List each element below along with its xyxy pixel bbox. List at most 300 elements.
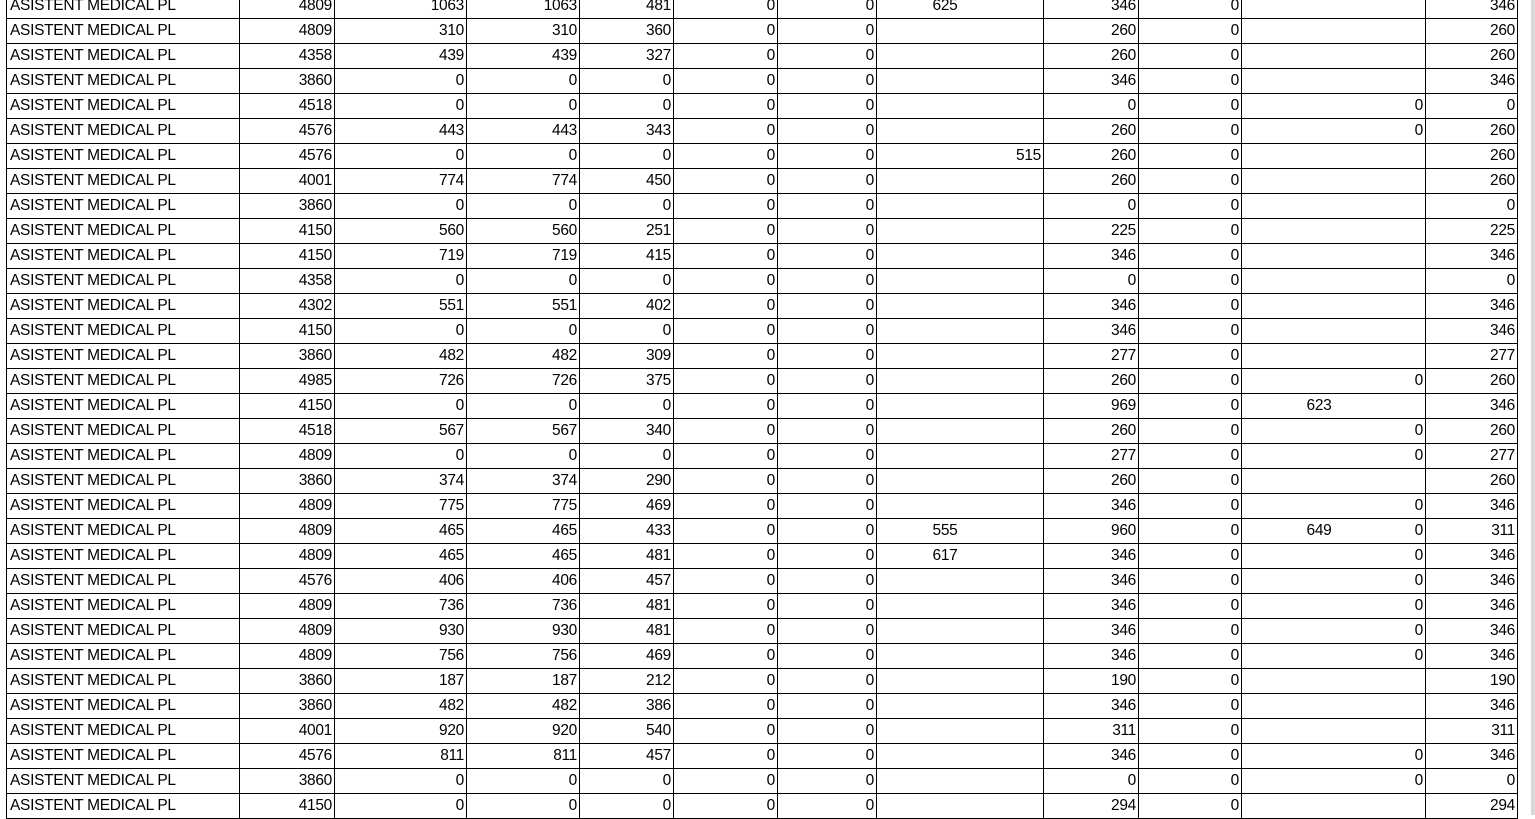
cell-val-h[interactable]: 0 bbox=[1044, 194, 1139, 219]
cell-val-c[interactable]: 415 bbox=[580, 244, 674, 269]
cell-val-e[interactable]: 0 bbox=[778, 594, 877, 619]
cell-val-i[interactable]: 0 bbox=[1139, 794, 1242, 819]
cell-val-c[interactable]: 386 bbox=[580, 694, 674, 719]
cell-val-d[interactable]: 0 bbox=[674, 169, 778, 194]
cell-val-d[interactable]: 0 bbox=[674, 619, 778, 644]
cell-val-i[interactable]: 0 bbox=[1139, 69, 1242, 94]
cell-val-k[interactable] bbox=[1334, 219, 1426, 244]
cell-val-d[interactable]: 0 bbox=[674, 644, 778, 669]
cell-val-a[interactable]: 0 bbox=[335, 269, 467, 294]
cell-val-e[interactable]: 0 bbox=[778, 444, 877, 469]
cell-code[interactable]: 3860 bbox=[240, 69, 335, 94]
cell-val-j[interactable] bbox=[1242, 619, 1334, 644]
cell-val-j[interactable] bbox=[1242, 419, 1334, 444]
cell-val-f[interactable] bbox=[877, 694, 960, 719]
cell-val-g[interactable] bbox=[960, 119, 1044, 144]
cell-val-c[interactable]: 0 bbox=[580, 94, 674, 119]
cell-total[interactable]: 277 bbox=[1426, 344, 1518, 369]
cell-total[interactable]: 277 bbox=[1426, 444, 1518, 469]
cell-val-j[interactable] bbox=[1242, 369, 1334, 394]
cell-val-a[interactable]: 310 bbox=[335, 19, 467, 44]
cell-val-j[interactable] bbox=[1242, 294, 1334, 319]
cell-val-c[interactable]: 0 bbox=[580, 319, 674, 344]
cell-val-e[interactable]: 0 bbox=[778, 294, 877, 319]
cell-code[interactable]: 4518 bbox=[240, 419, 335, 444]
cell-val-h[interactable]: 346 bbox=[1044, 644, 1139, 669]
cell-val-i[interactable]: 0 bbox=[1139, 144, 1242, 169]
cell-val-k[interactable] bbox=[1334, 44, 1426, 69]
cell-val-b[interactable]: 0 bbox=[467, 69, 580, 94]
cell-val-h[interactable]: 969 bbox=[1044, 394, 1139, 419]
cell-val-i[interactable]: 0 bbox=[1139, 394, 1242, 419]
cell-val-b[interactable]: 0 bbox=[467, 144, 580, 169]
cell-val-e[interactable]: 0 bbox=[778, 794, 877, 819]
cell-code[interactable]: 4358 bbox=[240, 269, 335, 294]
cell-val-j[interactable] bbox=[1242, 44, 1334, 69]
cell-val-e[interactable]: 0 bbox=[778, 744, 877, 769]
cell-val-j[interactable] bbox=[1242, 644, 1334, 669]
cell-val-f[interactable] bbox=[877, 94, 960, 119]
cell-val-f[interactable]: 617 bbox=[877, 544, 960, 569]
cell-val-h[interactable]: 960 bbox=[1044, 519, 1139, 544]
cell-val-h[interactable]: 0 bbox=[1044, 94, 1139, 119]
cell-val-h[interactable]: 346 bbox=[1044, 244, 1139, 269]
cell-val-g[interactable] bbox=[960, 444, 1044, 469]
cell-name[interactable]: ASISTENT MEDICAL PL bbox=[7, 494, 240, 519]
cell-val-b[interactable]: 1063 bbox=[467, 0, 580, 19]
cell-val-h[interactable]: 260 bbox=[1044, 44, 1139, 69]
cell-val-j[interactable] bbox=[1242, 494, 1334, 519]
cell-val-h[interactable]: 346 bbox=[1044, 744, 1139, 769]
cell-code[interactable]: 4001 bbox=[240, 169, 335, 194]
cell-val-e[interactable]: 0 bbox=[778, 0, 877, 19]
cell-val-b[interactable]: 482 bbox=[467, 694, 580, 719]
cell-val-c[interactable]: 309 bbox=[580, 344, 674, 369]
cell-val-k[interactable] bbox=[1334, 19, 1426, 44]
cell-val-f[interactable] bbox=[877, 344, 960, 369]
cell-val-b[interactable]: 930 bbox=[467, 619, 580, 644]
cell-val-j[interactable] bbox=[1242, 144, 1334, 169]
cell-val-a[interactable]: 736 bbox=[335, 594, 467, 619]
cell-val-g[interactable] bbox=[960, 719, 1044, 744]
cell-name[interactable]: ASISTENT MEDICAL PL bbox=[7, 94, 240, 119]
cell-val-b[interactable]: 756 bbox=[467, 644, 580, 669]
cell-val-j[interactable]: 623 bbox=[1242, 394, 1334, 419]
cell-val-i[interactable]: 0 bbox=[1139, 94, 1242, 119]
cell-val-f[interactable] bbox=[877, 219, 960, 244]
cell-val-g[interactable] bbox=[960, 0, 1044, 19]
cell-val-j[interactable] bbox=[1242, 169, 1334, 194]
cell-total[interactable]: 346 bbox=[1426, 69, 1518, 94]
cell-val-c[interactable]: 343 bbox=[580, 119, 674, 144]
cell-val-k[interactable]: 0 bbox=[1334, 744, 1426, 769]
cell-val-g[interactable] bbox=[960, 494, 1044, 519]
cell-val-j[interactable] bbox=[1242, 0, 1334, 19]
cell-val-g[interactable] bbox=[960, 219, 1044, 244]
cell-name[interactable]: ASISTENT MEDICAL PL bbox=[7, 119, 240, 144]
cell-val-c[interactable]: 457 bbox=[580, 744, 674, 769]
cell-name[interactable]: ASISTENT MEDICAL PL bbox=[7, 344, 240, 369]
cell-code[interactable]: 3860 bbox=[240, 669, 335, 694]
cell-val-a[interactable]: 0 bbox=[335, 144, 467, 169]
cell-val-e[interactable]: 0 bbox=[778, 144, 877, 169]
cell-total[interactable]: 346 bbox=[1426, 319, 1518, 344]
cell-val-c[interactable]: 290 bbox=[580, 469, 674, 494]
cell-code[interactable]: 4985 bbox=[240, 369, 335, 394]
cell-val-h[interactable]: 277 bbox=[1044, 444, 1139, 469]
cell-val-c[interactable]: 481 bbox=[580, 619, 674, 644]
cell-val-b[interactable]: 406 bbox=[467, 569, 580, 594]
cell-code[interactable]: 4576 bbox=[240, 569, 335, 594]
cell-val-d[interactable]: 0 bbox=[674, 44, 778, 69]
cell-total[interactable]: 190 bbox=[1426, 669, 1518, 694]
cell-val-g[interactable]: 515 bbox=[960, 144, 1044, 169]
cell-total[interactable]: 294 bbox=[1426, 794, 1518, 819]
cell-val-b[interactable]: 0 bbox=[467, 794, 580, 819]
cell-total[interactable]: 311 bbox=[1426, 519, 1518, 544]
cell-val-d[interactable]: 0 bbox=[674, 219, 778, 244]
cell-name[interactable]: ASISTENT MEDICAL PL bbox=[7, 769, 240, 794]
cell-val-e[interactable]: 0 bbox=[778, 619, 877, 644]
cell-val-h[interactable]: 346 bbox=[1044, 569, 1139, 594]
cell-total[interactable]: 0 bbox=[1426, 194, 1518, 219]
cell-val-h[interactable]: 346 bbox=[1044, 69, 1139, 94]
cell-val-a[interactable]: 187 bbox=[335, 669, 467, 694]
cell-code[interactable]: 4150 bbox=[240, 244, 335, 269]
cell-val-i[interactable]: 0 bbox=[1139, 119, 1242, 144]
cell-code[interactable]: 3860 bbox=[240, 194, 335, 219]
cell-val-f[interactable] bbox=[877, 369, 960, 394]
cell-val-b[interactable]: 0 bbox=[467, 194, 580, 219]
cell-val-b[interactable]: 719 bbox=[467, 244, 580, 269]
cell-val-e[interactable]: 0 bbox=[778, 194, 877, 219]
cell-val-c[interactable]: 0 bbox=[580, 769, 674, 794]
cell-code[interactable]: 4576 bbox=[240, 144, 335, 169]
cell-val-f[interactable] bbox=[877, 19, 960, 44]
cell-name[interactable]: ASISTENT MEDICAL PL bbox=[7, 244, 240, 269]
cell-val-b[interactable]: 187 bbox=[467, 669, 580, 694]
cell-val-g[interactable] bbox=[960, 69, 1044, 94]
cell-total[interactable]: 260 bbox=[1426, 19, 1518, 44]
cell-val-a[interactable]: 1063 bbox=[335, 0, 467, 19]
cell-code[interactable]: 4150 bbox=[240, 794, 335, 819]
cell-val-c[interactable]: 0 bbox=[580, 269, 674, 294]
cell-val-d[interactable]: 0 bbox=[674, 119, 778, 144]
cell-total[interactable]: 346 bbox=[1426, 644, 1518, 669]
cell-total[interactable]: 0 bbox=[1426, 769, 1518, 794]
cell-val-j[interactable] bbox=[1242, 694, 1334, 719]
cell-val-d[interactable]: 0 bbox=[674, 594, 778, 619]
cell-total[interactable]: 0 bbox=[1426, 94, 1518, 119]
cell-val-g[interactable] bbox=[960, 769, 1044, 794]
cell-val-g[interactable] bbox=[960, 544, 1044, 569]
cell-val-e[interactable]: 0 bbox=[778, 19, 877, 44]
cell-name[interactable]: ASISTENT MEDICAL PL bbox=[7, 294, 240, 319]
cell-name[interactable]: ASISTENT MEDICAL PL bbox=[7, 369, 240, 394]
cell-val-b[interactable]: 0 bbox=[467, 269, 580, 294]
cell-val-j[interactable] bbox=[1242, 269, 1334, 294]
cell-total[interactable]: 346 bbox=[1426, 394, 1518, 419]
cell-val-i[interactable]: 0 bbox=[1139, 694, 1242, 719]
cell-code[interactable]: 3860 bbox=[240, 344, 335, 369]
cell-code[interactable]: 4358 bbox=[240, 44, 335, 69]
cell-val-i[interactable]: 0 bbox=[1139, 19, 1242, 44]
cell-val-f[interactable] bbox=[877, 269, 960, 294]
cell-val-g[interactable] bbox=[960, 44, 1044, 69]
cell-val-a[interactable]: 775 bbox=[335, 494, 467, 519]
cell-val-i[interactable]: 0 bbox=[1139, 219, 1242, 244]
cell-total[interactable]: 346 bbox=[1426, 294, 1518, 319]
cell-val-g[interactable] bbox=[960, 594, 1044, 619]
cell-name[interactable]: ASISTENT MEDICAL PL bbox=[7, 19, 240, 44]
cell-val-f[interactable] bbox=[877, 444, 960, 469]
cell-name[interactable]: ASISTENT MEDICAL PL bbox=[7, 169, 240, 194]
cell-val-e[interactable]: 0 bbox=[778, 219, 877, 244]
cell-val-b[interactable]: 310 bbox=[467, 19, 580, 44]
cell-val-j[interactable] bbox=[1242, 94, 1334, 119]
cell-val-e[interactable]: 0 bbox=[778, 419, 877, 444]
cell-val-j[interactable] bbox=[1242, 244, 1334, 269]
cell-val-d[interactable]: 0 bbox=[674, 469, 778, 494]
cell-val-g[interactable] bbox=[960, 94, 1044, 119]
cell-val-d[interactable]: 0 bbox=[674, 569, 778, 594]
cell-val-c[interactable]: 0 bbox=[580, 69, 674, 94]
cell-val-k[interactable]: 0 bbox=[1334, 569, 1426, 594]
cell-val-h[interactable]: 260 bbox=[1044, 469, 1139, 494]
cell-val-a[interactable]: 482 bbox=[335, 694, 467, 719]
cell-val-d[interactable]: 0 bbox=[674, 94, 778, 119]
cell-val-a[interactable]: 443 bbox=[335, 119, 467, 144]
cell-val-j[interactable] bbox=[1242, 594, 1334, 619]
cell-val-f[interactable] bbox=[877, 669, 960, 694]
cell-val-g[interactable] bbox=[960, 669, 1044, 694]
cell-val-d[interactable]: 0 bbox=[674, 144, 778, 169]
cell-name[interactable]: ASISTENT MEDICAL PL bbox=[7, 0, 240, 19]
cell-val-k[interactable]: 0 bbox=[1334, 769, 1426, 794]
cell-val-i[interactable]: 0 bbox=[1139, 294, 1242, 319]
cell-val-b[interactable]: 0 bbox=[467, 94, 580, 119]
cell-val-k[interactable]: 0 bbox=[1334, 119, 1426, 144]
cell-total[interactable]: 260 bbox=[1426, 419, 1518, 444]
cell-val-b[interactable]: 774 bbox=[467, 169, 580, 194]
cell-val-c[interactable]: 0 bbox=[580, 144, 674, 169]
cell-val-f[interactable] bbox=[877, 594, 960, 619]
cell-val-e[interactable]: 0 bbox=[778, 519, 877, 544]
cell-val-i[interactable]: 0 bbox=[1139, 519, 1242, 544]
cell-val-j[interactable] bbox=[1242, 444, 1334, 469]
scrollbar-edge[interactable] bbox=[1531, 0, 1535, 815]
cell-val-e[interactable]: 0 bbox=[778, 94, 877, 119]
cell-val-d[interactable]: 0 bbox=[674, 19, 778, 44]
cell-val-a[interactable]: 0 bbox=[335, 769, 467, 794]
cell-val-c[interactable]: 212 bbox=[580, 669, 674, 694]
cell-val-b[interactable]: 0 bbox=[467, 394, 580, 419]
cell-code[interactable]: 4809 bbox=[240, 594, 335, 619]
cell-val-g[interactable] bbox=[960, 744, 1044, 769]
cell-val-i[interactable]: 0 bbox=[1139, 644, 1242, 669]
cell-val-c[interactable]: 481 bbox=[580, 0, 674, 19]
cell-val-e[interactable]: 0 bbox=[778, 644, 877, 669]
cell-val-g[interactable] bbox=[960, 419, 1044, 444]
cell-val-f[interactable] bbox=[877, 744, 960, 769]
cell-val-j[interactable] bbox=[1242, 19, 1334, 44]
cell-total[interactable]: 346 bbox=[1426, 694, 1518, 719]
cell-val-a[interactable]: 439 bbox=[335, 44, 467, 69]
cell-val-h[interactable]: 346 bbox=[1044, 0, 1139, 19]
cell-total[interactable]: 0 bbox=[1426, 269, 1518, 294]
cell-val-j[interactable] bbox=[1242, 719, 1334, 744]
cell-val-g[interactable] bbox=[960, 19, 1044, 44]
cell-val-d[interactable]: 0 bbox=[674, 269, 778, 294]
cell-val-a[interactable]: 374 bbox=[335, 469, 467, 494]
cell-val-h[interactable]: 277 bbox=[1044, 344, 1139, 369]
cell-val-k[interactable] bbox=[1334, 669, 1426, 694]
cell-total[interactable]: 260 bbox=[1426, 119, 1518, 144]
cell-val-g[interactable] bbox=[960, 619, 1044, 644]
cell-val-k[interactable] bbox=[1334, 469, 1426, 494]
cell-val-a[interactable]: 811 bbox=[335, 744, 467, 769]
cell-val-a[interactable]: 406 bbox=[335, 569, 467, 594]
cell-val-c[interactable]: 0 bbox=[580, 194, 674, 219]
cell-val-i[interactable]: 0 bbox=[1139, 0, 1242, 19]
cell-val-a[interactable]: 567 bbox=[335, 419, 467, 444]
cell-val-d[interactable]: 0 bbox=[674, 519, 778, 544]
cell-code[interactable]: 4150 bbox=[240, 394, 335, 419]
cell-val-g[interactable] bbox=[960, 469, 1044, 494]
cell-val-d[interactable]: 0 bbox=[674, 719, 778, 744]
cell-total[interactable]: 260 bbox=[1426, 369, 1518, 394]
cell-val-e[interactable]: 0 bbox=[778, 769, 877, 794]
cell-val-i[interactable]: 0 bbox=[1139, 594, 1242, 619]
cell-val-i[interactable]: 0 bbox=[1139, 669, 1242, 694]
cell-val-g[interactable] bbox=[960, 344, 1044, 369]
cell-val-b[interactable]: 0 bbox=[467, 319, 580, 344]
cell-val-d[interactable]: 0 bbox=[674, 0, 778, 19]
cell-val-b[interactable]: 775 bbox=[467, 494, 580, 519]
cell-val-j[interactable] bbox=[1242, 194, 1334, 219]
cell-val-g[interactable] bbox=[960, 369, 1044, 394]
cell-val-k[interactable]: 0 bbox=[1334, 419, 1426, 444]
cell-val-i[interactable]: 0 bbox=[1139, 344, 1242, 369]
cell-val-f[interactable] bbox=[877, 144, 960, 169]
cell-val-f[interactable] bbox=[877, 394, 960, 419]
cell-val-g[interactable] bbox=[960, 244, 1044, 269]
cell-val-h[interactable]: 346 bbox=[1044, 619, 1139, 644]
cell-val-k[interactable]: 0 bbox=[1334, 369, 1426, 394]
cell-val-b[interactable]: 726 bbox=[467, 369, 580, 394]
cell-val-e[interactable]: 0 bbox=[778, 469, 877, 494]
cell-val-j[interactable] bbox=[1242, 319, 1334, 344]
cell-val-b[interactable]: 736 bbox=[467, 594, 580, 619]
cell-val-g[interactable] bbox=[960, 169, 1044, 194]
cell-val-g[interactable] bbox=[960, 394, 1044, 419]
cell-val-f[interactable] bbox=[877, 569, 960, 594]
cell-val-a[interactable]: 0 bbox=[335, 319, 467, 344]
cell-val-d[interactable]: 0 bbox=[674, 669, 778, 694]
cell-val-a[interactable]: 756 bbox=[335, 644, 467, 669]
cell-val-k[interactable] bbox=[1334, 394, 1426, 419]
cell-val-d[interactable]: 0 bbox=[674, 444, 778, 469]
cell-val-g[interactable] bbox=[960, 694, 1044, 719]
cell-val-h[interactable]: 260 bbox=[1044, 369, 1139, 394]
cell-val-h[interactable]: 346 bbox=[1044, 294, 1139, 319]
cell-val-k[interactable]: 0 bbox=[1334, 594, 1426, 619]
cell-val-e[interactable]: 0 bbox=[778, 169, 877, 194]
cell-code[interactable]: 4302 bbox=[240, 294, 335, 319]
cell-val-k[interactable]: 0 bbox=[1334, 444, 1426, 469]
cell-val-d[interactable]: 0 bbox=[674, 544, 778, 569]
cell-val-e[interactable]: 0 bbox=[778, 244, 877, 269]
cell-val-i[interactable]: 0 bbox=[1139, 269, 1242, 294]
cell-val-d[interactable]: 0 bbox=[674, 194, 778, 219]
cell-val-a[interactable]: 0 bbox=[335, 394, 467, 419]
cell-val-g[interactable] bbox=[960, 194, 1044, 219]
cell-val-k[interactable] bbox=[1334, 194, 1426, 219]
cell-val-i[interactable]: 0 bbox=[1139, 744, 1242, 769]
cell-val-c[interactable]: 469 bbox=[580, 644, 674, 669]
cell-val-h[interactable]: 260 bbox=[1044, 144, 1139, 169]
cell-val-j[interactable] bbox=[1242, 569, 1334, 594]
cell-val-c[interactable]: 0 bbox=[580, 444, 674, 469]
cell-val-b[interactable]: 465 bbox=[467, 519, 580, 544]
cell-val-a[interactable]: 774 bbox=[335, 169, 467, 194]
cell-val-k[interactable] bbox=[1334, 0, 1426, 19]
cell-val-h[interactable]: 260 bbox=[1044, 19, 1139, 44]
cell-val-e[interactable]: 0 bbox=[778, 119, 877, 144]
cell-total[interactable]: 346 bbox=[1426, 544, 1518, 569]
cell-val-f[interactable] bbox=[877, 69, 960, 94]
cell-name[interactable]: ASISTENT MEDICAL PL bbox=[7, 44, 240, 69]
cell-val-d[interactable]: 0 bbox=[674, 344, 778, 369]
cell-val-g[interactable] bbox=[960, 319, 1044, 344]
cell-code[interactable]: 4809 bbox=[240, 444, 335, 469]
cell-val-f[interactable] bbox=[877, 44, 960, 69]
cell-val-k[interactable]: 0 bbox=[1334, 94, 1426, 119]
cell-total[interactable]: 311 bbox=[1426, 719, 1518, 744]
cell-val-f[interactable] bbox=[877, 719, 960, 744]
cell-val-k[interactable] bbox=[1334, 319, 1426, 344]
cell-val-i[interactable]: 0 bbox=[1139, 544, 1242, 569]
cell-val-k[interactable] bbox=[1334, 69, 1426, 94]
cell-val-c[interactable]: 360 bbox=[580, 19, 674, 44]
cell-val-g[interactable] bbox=[960, 294, 1044, 319]
cell-val-h[interactable]: 346 bbox=[1044, 594, 1139, 619]
cell-name[interactable]: ASISTENT MEDICAL PL bbox=[7, 719, 240, 744]
cell-code[interactable]: 4001 bbox=[240, 719, 335, 744]
cell-total[interactable]: 346 bbox=[1426, 494, 1518, 519]
cell-val-i[interactable]: 0 bbox=[1139, 194, 1242, 219]
cell-val-a[interactable]: 0 bbox=[335, 794, 467, 819]
cell-val-h[interactable]: 0 bbox=[1044, 769, 1139, 794]
cell-val-a[interactable]: 920 bbox=[335, 719, 467, 744]
cell-val-i[interactable]: 0 bbox=[1139, 319, 1242, 344]
cell-val-j[interactable] bbox=[1242, 669, 1334, 694]
cell-val-a[interactable]: 726 bbox=[335, 369, 467, 394]
cell-name[interactable]: ASISTENT MEDICAL PL bbox=[7, 519, 240, 544]
cell-val-j[interactable] bbox=[1242, 219, 1334, 244]
cell-val-k[interactable]: 0 bbox=[1334, 644, 1426, 669]
cell-val-f[interactable] bbox=[877, 494, 960, 519]
cell-val-c[interactable]: 457 bbox=[580, 569, 674, 594]
cell-code[interactable]: 4809 bbox=[240, 644, 335, 669]
cell-val-j[interactable] bbox=[1242, 744, 1334, 769]
cell-total[interactable]: 260 bbox=[1426, 44, 1518, 69]
cell-val-e[interactable]: 0 bbox=[778, 344, 877, 369]
cell-val-b[interactable]: 551 bbox=[467, 294, 580, 319]
cell-val-c[interactable]: 402 bbox=[580, 294, 674, 319]
cell-val-a[interactable]: 465 bbox=[335, 519, 467, 544]
cell-val-i[interactable]: 0 bbox=[1139, 369, 1242, 394]
